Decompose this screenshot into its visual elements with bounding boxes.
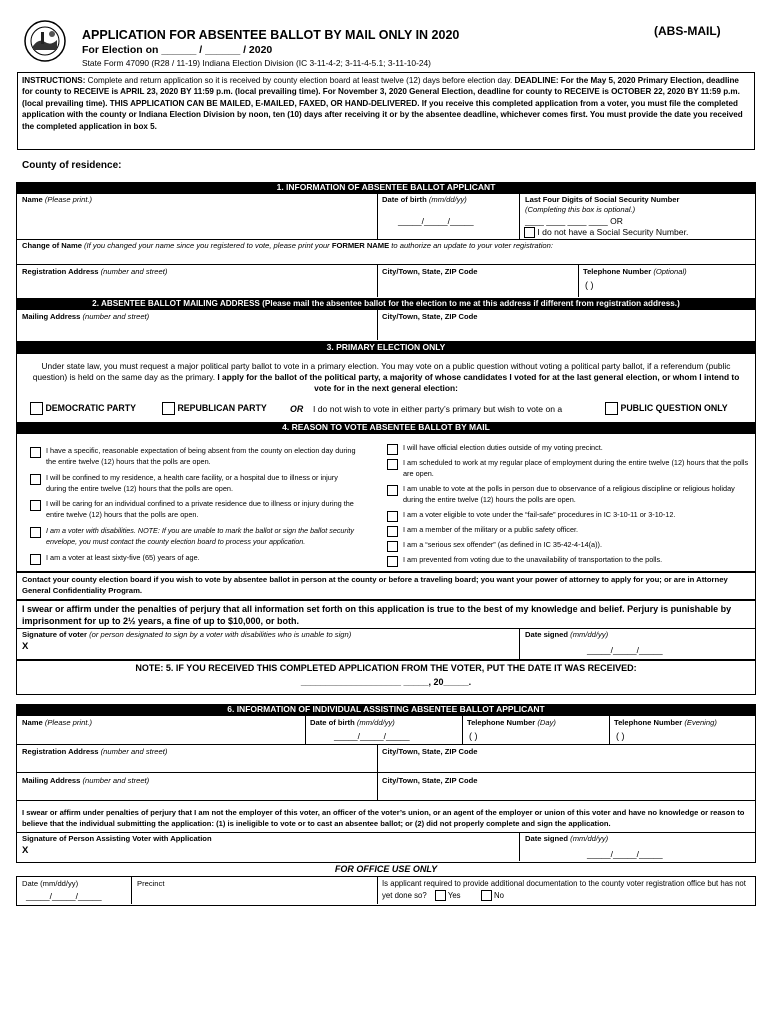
checkbox-icon <box>162 402 175 415</box>
assistant-phone-day-field[interactable]: Telephone Number (Day) <box>467 718 556 727</box>
state-form-line: State Form 47090 (R28 / 11-19) Indiana Election Division (IC 3-11-4-2; 3-11-4-5.1; 3-11-10-24) <box>82 58 431 68</box>
reason-right-1[interactable]: I will have official election duties outside of my voting precinct. <box>387 443 749 454</box>
checkbox-icon <box>387 541 398 552</box>
applicant-phone-blank: ( ) <box>585 280 594 290</box>
checkbox-icon <box>387 556 398 567</box>
office-yes-checkbox[interactable]: Yes <box>435 891 461 900</box>
democratic-party-checkbox[interactable]: DEMOCRATIC PARTY <box>30 402 136 415</box>
section-1-heading: 1. INFORMATION OF ABSENTEE BALLOT APPLICANT <box>16 182 756 193</box>
checkbox-icon <box>387 511 398 522</box>
reason-left-4[interactable]: I am a voter with disabilities. NOTE: If you are unable to mark the ballot or sign the ballot security envelope, you must contact the county election board to process your application. <box>30 526 366 547</box>
change-of-name-field[interactable]: Change of Name (If you changed your name since you registered to vote, please print your FORMER NAME to authorize an update to your voter registration: <box>22 241 553 250</box>
reason-right-5[interactable]: I am a member of the military or a public safety officer. <box>387 525 749 536</box>
mailing-address-field[interactable]: Mailing Address (number and street) <box>22 312 150 321</box>
or-label: OR <box>290 404 304 414</box>
office-date-blank: _____/_____/_____ <box>26 891 102 901</box>
checkbox-icon <box>30 402 43 415</box>
applicant-dob-field[interactable]: Date of birth (mm/dd/yy) <box>382 195 467 204</box>
registration-city-field[interactable]: City/Town, State, ZIP Code <box>382 267 478 276</box>
republican-party-checkbox[interactable]: REPUBLICAN PARTY <box>162 402 267 415</box>
assistant-date-signed-field[interactable]: Date signed (mm/dd/yy) <box>525 834 609 843</box>
checkbox-icon <box>481 890 492 901</box>
section-6-heading: 6. INFORMATION OF INDIVIDUAL ASSISTING ABSENTEE BALLOT APPLICANT <box>16 704 756 715</box>
checkbox-icon <box>387 459 398 470</box>
no-ssn-checkbox[interactable]: I do not have a Social Security Number. <box>524 227 688 238</box>
contact-note: Contact your county election board if you wish to vote by absentee ballot in person at the county or before a traveling board; you want your power of attorney to apply for you; or are in Attorney General Confidentiality Program. <box>22 575 728 595</box>
applicant-name-field[interactable]: Name (Please print.) <box>22 195 93 204</box>
voter-date-blank: _____/_____/_____ <box>587 645 663 655</box>
primary-election-text: Under state law, you must request a major political party ballot to vote in a primary election. You may vote on a public question without voting a political party ballot, if a referendum (public question) is held on the same day as the primary. I apply for the ballot of the political party, a majority of whose candidates I voted for at the last general election, or whom I intend to vote for in the next general election: <box>32 361 740 393</box>
ssn-label: Last Four Digits of Social Security Number <box>525 195 680 204</box>
form-code: (ABS-MAIL) <box>654 24 721 38</box>
checkbox-icon <box>30 447 41 458</box>
mailing-city-field[interactable]: City/Town, State, ZIP Code <box>382 312 478 321</box>
section-4-heading: 4. REASON TO VOTE ABSENTEE BALLOT BY MAIL <box>16 422 756 433</box>
assistant-phone-evening-field[interactable]: Telephone Number (Evening) <box>614 718 717 727</box>
state-seal <box>24 20 66 62</box>
assistant-signature-field[interactable]: Signature of Person Assisting Voter with Application <box>22 834 212 843</box>
checkbox-icon <box>30 474 41 485</box>
instructions-label: INSTRUCTIONS: <box>22 76 86 85</box>
reason-left-1[interactable]: I have a specific, reasonable expectation of being absent from the county on election day during the entire twelve (12) hours that the polls are open. <box>30 446 360 467</box>
checkbox-icon <box>30 500 41 511</box>
voter-signature-x: X <box>22 641 29 652</box>
section-3-heading: 3. PRIMARY ELECTION ONLY <box>16 342 756 353</box>
instructions-text-1: Complete and return application so it is received by county election board at least twelve (12) days before election day. <box>85 76 515 85</box>
county-of-residence-label: County of residence: <box>22 160 122 171</box>
office-question: Is applicant required to provide additional documentation to the county voter registration office but has not yet done so? Yes No <box>382 879 746 900</box>
instructions-text <box>22 75 750 132</box>
assistant-oath-text: I swear or affirm under penalties of perjury that I am not the employer of this voter, an officer of the voter’s union, or an agent of the employer or union of this voter and have no knowledge or reason to believe that the individual submitting the application: (1) is ineligible to vote or to cast an absentee ballot; or (2) did not properly complete and sign the application. <box>22 808 745 829</box>
instructions-text-2: DEADLINE: For the May 5, 2020 Primary Election, deadline for county to RECEIVE is APRIL 23, 2020 BY 11:59 p.m. (local prevailing time). For November 3, 2020 General Election, deadline for county to RECEIVE is OCTOBER 22, 2020 BY 11:59 p.m. (local prevailing time). THIS APPLICATION CAN BE MAILED, E-MAILED, FAXED, OR HAND-DELIVERED. If you receive this completed application from a voter, you must file the completed application with the county or Indiana Election Division by noon, ten (10) days after receiving it or by the absentee deadline, whichever comes first. You must provide the date you received the completed application in box 5. <box>22 76 743 131</box>
assistant-mailing-address-field[interactable]: Mailing Address (number and street) <box>22 776 150 785</box>
assistant-registration-address-field[interactable]: Registration Address (number and street) <box>22 747 168 756</box>
office-use-heading: FOR OFFICE USE ONLY <box>334 864 438 874</box>
ssn-input[interactable]: ____ ____ ____ ____ OR <box>525 216 623 226</box>
reason-left-2[interactable]: I will be confined to my residence, a health care facility, or a hospital due to illness or injury during the entire twelve (12) hours that the polls are open. <box>30 473 360 494</box>
assistant-dob-field[interactable]: Date of birth (mm/dd/yy) <box>310 718 395 727</box>
reason-right-7[interactable]: I am prevented from voting due to the unavailability of transportation to the polls. <box>387 555 749 566</box>
reason-left-3[interactable]: I will be caring for an individual confined to a private residence due to illness or injury during the entire twelve (12) hours that the polls are open. <box>30 499 360 520</box>
assistant-phone-evening-blank: ( ) <box>616 731 625 741</box>
checkbox-icon <box>387 526 398 537</box>
office-no-checkbox[interactable]: No <box>481 891 504 900</box>
assistant-signature-x: X <box>22 845 29 856</box>
reason-left-5[interactable]: I am a voter at least sixty-five (65) years of age. <box>30 553 360 564</box>
checkbox-icon <box>605 402 618 415</box>
applicant-dob-blank: _____/_____/_____ <box>398 216 474 226</box>
registration-address-field[interactable]: Registration Address (number and street) <box>22 267 168 276</box>
office-date-field[interactable]: Date (mm/dd/yy) <box>22 879 79 888</box>
assistant-date-blank: _____/_____/_____ <box>587 849 663 859</box>
voter-signature-field[interactable]: Signature of voter (or person designated to sign by a voter with disabilities who is unable to sign) <box>22 630 352 639</box>
checkbox-icon <box>30 527 41 538</box>
section-2-heading: 2. ABSENTEE BALLOT MAILING ADDRESS (Please mail the absentee ballot for the election to me at this address if different from registration address.) <box>16 298 756 309</box>
applicant-phone-field[interactable]: Telephone Number (Optional) <box>583 267 687 276</box>
ssn-hint: (Completing this box is optional.) <box>525 205 636 214</box>
office-precinct-field[interactable]: Precinct <box>137 879 165 888</box>
assistant-dob-blank: _____/_____/_____ <box>334 731 410 741</box>
checkbox-icon <box>435 890 446 901</box>
reason-right-6[interactable]: I am a “serious sex offender” (as defined in IC 35-42-4-14(a)). <box>387 540 749 551</box>
election-date-line: For Election on ______ / ______ / 2020 <box>82 44 273 56</box>
checkbox-icon <box>30 554 41 565</box>
voter-date-signed-field[interactable]: Date signed (mm/dd/yy) <box>525 630 609 639</box>
assistant-name-field[interactable]: Name (Please print.) <box>22 718 93 727</box>
section-5-note: NOTE: 5. IF YOU RECEIVED THIS COMPLETED APPLICATION FROM THE VOTER, PUT THE DATE IT WAS RECEIVED: <box>135 663 637 673</box>
reason-right-3[interactable]: I am unable to vote at the polls in person due to observance of a religious discipline or religious holiday during the entire twelve (12) hours the polls are open. <box>387 484 749 505</box>
public-question-checkbox[interactable]: PUBLIC QUESTION ONLY <box>605 402 728 415</box>
assistant-registration-city-field[interactable]: City/Town, State, ZIP Code <box>382 747 478 756</box>
checkbox-icon <box>387 444 398 455</box>
checkbox-icon <box>387 485 398 496</box>
reason-right-2[interactable]: I am scheduled to work at my regular place of employment during the entire twelve (12) hours that the polls are open. <box>387 458 749 479</box>
assistant-phone-day-blank: ( ) <box>469 731 478 741</box>
reason-right-4[interactable]: I am a voter eligible to vote under the “fail-safe” procedures in IC 3-10-11 or 3-10-12. <box>387 510 749 521</box>
assistant-mailing-city-field[interactable]: City/Town, State, ZIP Code <box>382 776 478 785</box>
voter-oath-text: I swear or affirm under the penalties of perjury that all information set forth on this application is true to the best of my knowledge and belief. Perjury is punishable by imprisonment for up to 2½ years, a fine of up to $10,000, or both. <box>22 604 732 626</box>
section-5-blank: ____________________ _____, 20_____. <box>300 677 472 687</box>
no-party-text: I do not wish to vote in either party’s primary but wish to vote on a <box>313 404 563 414</box>
form-title: APPLICATION FOR ABSENTEE BALLOT BY MAIL ONLY IN 2020 <box>82 28 460 42</box>
checkbox-icon <box>524 227 535 238</box>
